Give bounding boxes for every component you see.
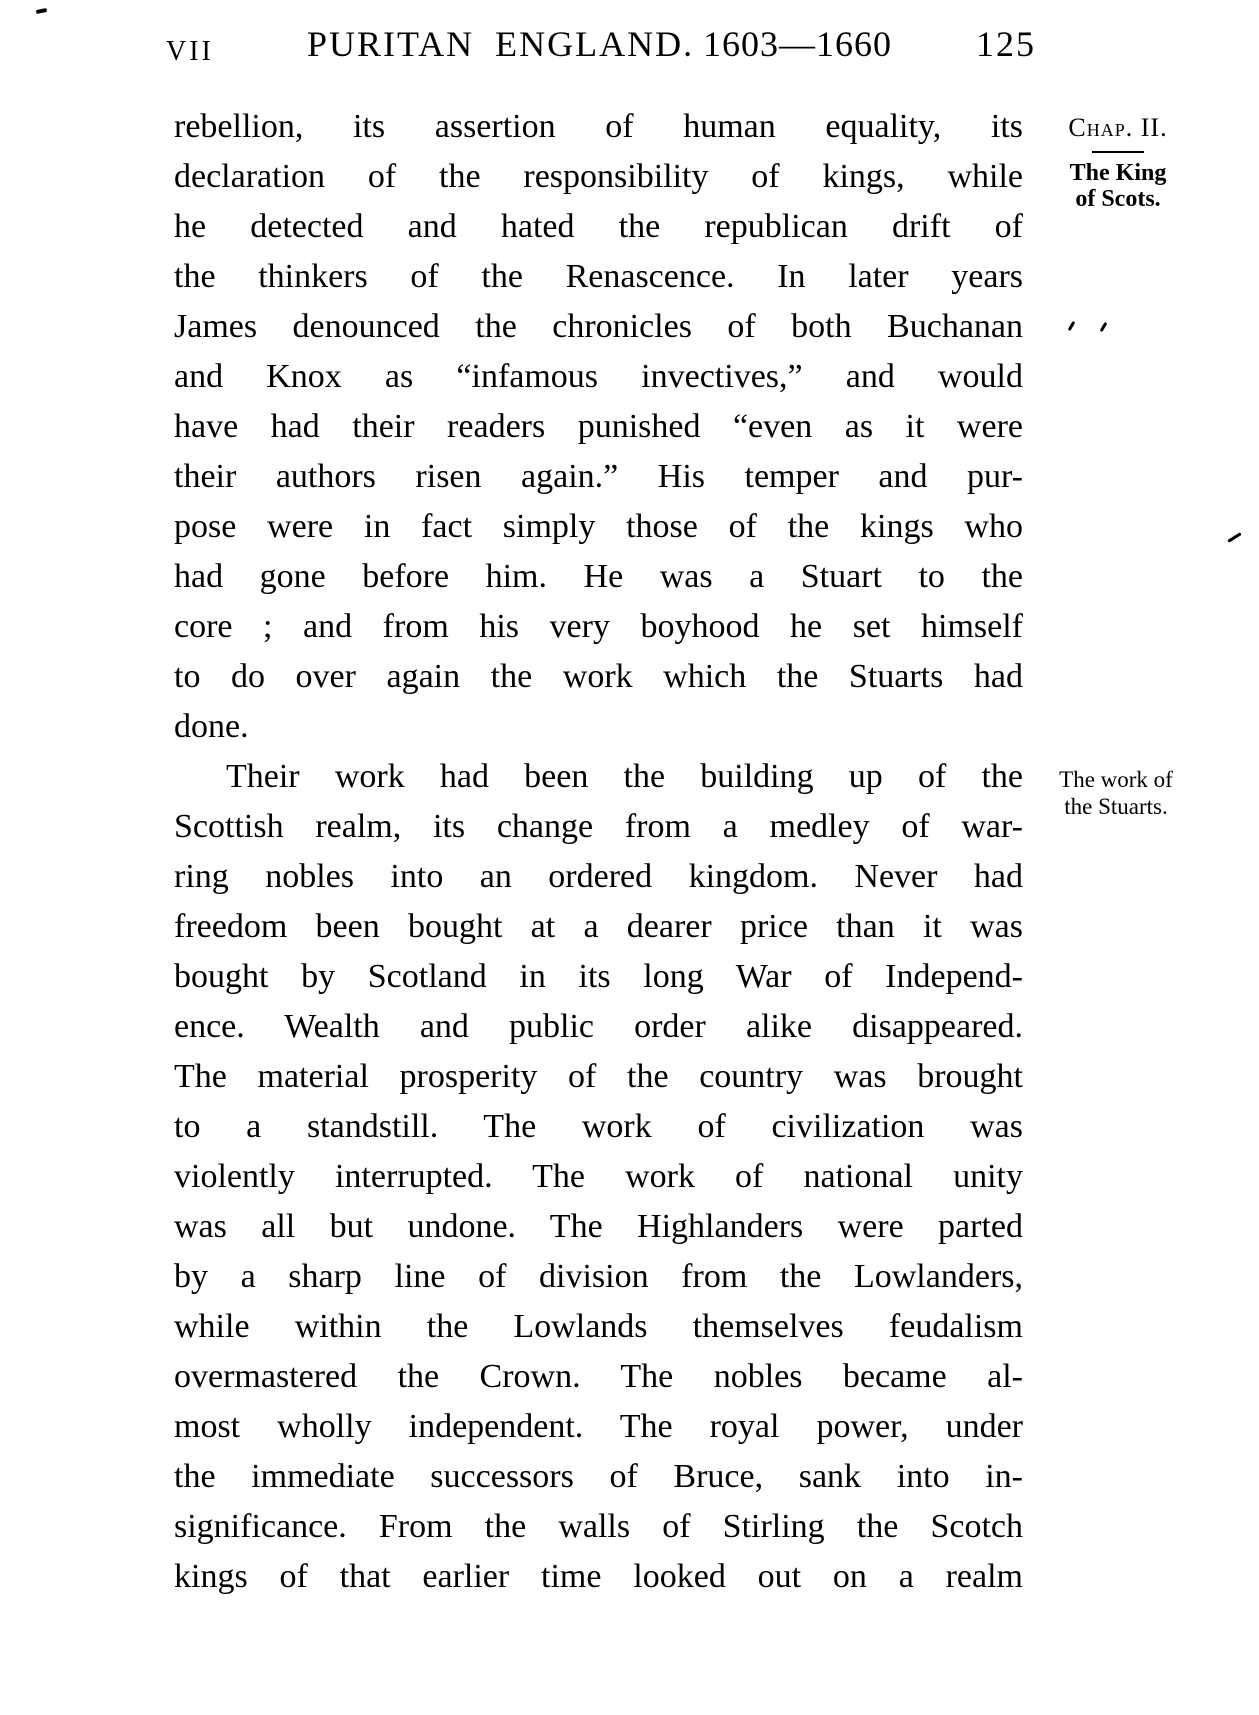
scan-speck bbox=[1100, 322, 1108, 332]
text-line: was all but undone. The Highlanders were parted bbox=[174, 1208, 1023, 1245]
text-line: to a standstill. The work of civilization was bbox=[174, 1108, 1023, 1145]
text-line: core ; and from his very boyhood he set himself bbox=[174, 608, 1023, 645]
text-line: he detected and hated the republican drift of bbox=[174, 208, 1023, 245]
text-line: to do over again the work which the Stuarts had bbox=[174, 658, 1023, 695]
text-line: the thinkers of the Renascence. In later years bbox=[174, 258, 1023, 295]
text-line: done. bbox=[174, 708, 249, 745]
text-line: rebellion, its assertion of human equality, its bbox=[174, 108, 1023, 145]
margin-note-stuarts bbox=[1040, 766, 1192, 820]
sidenote-text bbox=[1048, 160, 1188, 212]
page-number: 125 bbox=[976, 24, 1036, 64]
header-chapter-numeral: VII bbox=[166, 36, 214, 67]
text-line: kings of that earlier time looked out on a realm bbox=[174, 1558, 1023, 1595]
text-line: declaration of the responsibility of kings, while bbox=[174, 158, 1023, 195]
text-line: bought by Scotland in its long War of Independ- bbox=[174, 958, 1023, 995]
text-line: violently interrupted. The work of national unity bbox=[174, 1158, 1023, 1195]
text-line: James denounced the chronicles of both Buchanan bbox=[174, 308, 1023, 345]
chapter-label: Chap. II. bbox=[1068, 113, 1168, 142]
text-line: ence. Wealth and public order alike disappeared. bbox=[174, 1008, 1023, 1045]
text-line: the immediate successors of Bruce, sank into in- bbox=[174, 1458, 1023, 1495]
margin-note-chapter bbox=[1048, 114, 1188, 212]
sidenote-line: the Stuarts. bbox=[1064, 794, 1168, 819]
text-line: Their work had been the building up of the bbox=[226, 758, 1023, 795]
scan-speck bbox=[1227, 532, 1241, 542]
text-line: while within the Lowlands themselves feudalism bbox=[174, 1308, 1023, 1345]
paragraph bbox=[174, 752, 1023, 1602]
text-line: overmastered the Crown. The nobles became al- bbox=[174, 1358, 1023, 1395]
running-title: PURITAN ENGLAND. bbox=[307, 24, 695, 64]
text-line: The material prosperity of the country was brought bbox=[174, 1058, 1023, 1095]
text-line: freedom been bought at a dearer price than it was bbox=[174, 908, 1023, 945]
header-date-range: 1603—1660 bbox=[703, 24, 892, 64]
sidenote-line: The work of bbox=[1059, 767, 1173, 792]
text-line: significance. From the walls of Stirling the Scotch bbox=[174, 1508, 1023, 1545]
paragraph bbox=[174, 102, 1023, 752]
text-line: their authors risen again.” His temper and pur- bbox=[174, 458, 1023, 495]
scan-speck bbox=[1068, 321, 1076, 331]
text-line: pose were in fact simply those of the kings who bbox=[174, 508, 1023, 545]
text-line: by a sharp line of division from the Lowlanders, bbox=[174, 1258, 1023, 1295]
text-line: ring nobles into an ordered kingdom. Never had bbox=[174, 858, 1023, 895]
body-text-column bbox=[174, 102, 1023, 1602]
chapter-rule-divider bbox=[1092, 151, 1144, 153]
text-line: most wholly independent. The royal power, under bbox=[174, 1408, 1023, 1445]
sidenote-line: of Scots. bbox=[1075, 186, 1161, 212]
text-line: had gone before him. He was a Stuart to the bbox=[174, 558, 1023, 595]
sidenote-line: The King bbox=[1069, 160, 1167, 186]
sidenote-text bbox=[1040, 766, 1192, 820]
text-line: have had their readers punished “even as it were bbox=[174, 408, 1023, 445]
text-line: Scottish realm, its change from a medley of war- bbox=[174, 808, 1023, 845]
scan-speck bbox=[36, 8, 48, 14]
text-line: and Knox as “infamous invectives,” and would bbox=[174, 358, 1023, 395]
